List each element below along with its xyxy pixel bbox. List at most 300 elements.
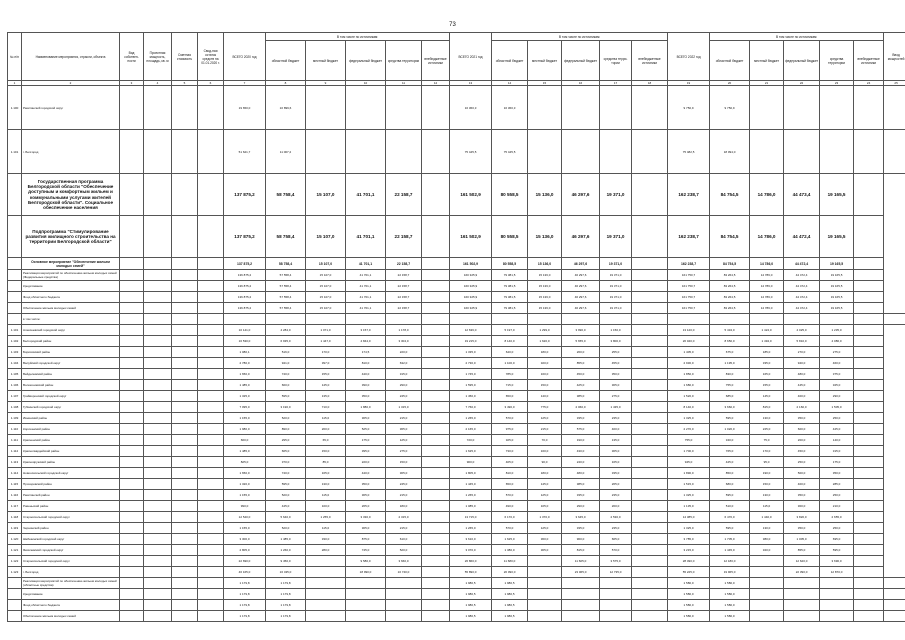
value-cell: 255,0	[600, 347, 632, 358]
value-cell	[422, 314, 450, 325]
value-cell: 1 980,5	[450, 600, 492, 611]
value-cell: 516,0	[266, 347, 306, 358]
value-cell: 1 265,0	[450, 490, 492, 501]
value-cell	[632, 380, 668, 391]
value-cell: 9 580,0	[346, 556, 386, 567]
value-cell: 265,0	[600, 479, 632, 490]
value-cell	[854, 545, 884, 556]
value-cell	[854, 314, 884, 325]
value-cell: 855,0	[562, 358, 600, 369]
value-cell: 425,0	[710, 457, 750, 468]
value-cell: 57 558,4	[266, 303, 306, 314]
value-cell	[172, 490, 198, 501]
value-cell	[884, 314, 905, 325]
value-cell	[784, 130, 820, 174]
value-cell	[422, 391, 450, 402]
value-cell	[120, 358, 144, 369]
value-cell: 890,0	[266, 424, 306, 435]
value-cell	[854, 600, 884, 611]
value-cell: 125,0	[528, 413, 562, 424]
value-cell	[198, 424, 224, 435]
table-row	[8, 281, 905, 292]
row-name-cell: Основное мероприятие "Обеспечение жильем молодых семей"	[22, 258, 120, 270]
value-cell	[854, 380, 884, 391]
value-cell	[600, 86, 632, 130]
value-cell	[198, 347, 224, 358]
value-cell: 325,0	[492, 435, 528, 446]
value-cell: 55 890,0	[450, 567, 492, 578]
header-col18: внебюджетные источники	[632, 41, 668, 81]
value-cell: 1 705,0	[710, 534, 750, 545]
value-cell: 51 621,7	[224, 130, 266, 174]
value-cell: 150,0	[528, 380, 562, 391]
table-row	[8, 413, 905, 424]
value-cell	[750, 578, 784, 589]
value-cell	[820, 589, 854, 600]
value-cell	[422, 523, 450, 534]
value-cell	[750, 130, 784, 174]
value-cell	[632, 270, 668, 281]
value-cell	[198, 216, 224, 258]
value-cell: 1 450,0	[450, 391, 492, 402]
table-row	[8, 325, 905, 336]
value-cell: 370,0	[266, 457, 306, 468]
value-cell	[172, 325, 198, 336]
value-cell: 405,0	[492, 457, 528, 468]
value-cell	[854, 523, 884, 534]
value-cell: 14 786,0	[750, 216, 784, 258]
value-cell	[198, 611, 224, 622]
row-name-cell: Новооскольский городской округ	[22, 468, 120, 479]
value-cell: 215,0	[386, 490, 422, 501]
value-cell: 75 482,5	[668, 130, 710, 174]
value-cell: 2 730,0	[450, 358, 492, 369]
value-cell: 22 158,7	[386, 292, 422, 303]
value-cell: 57 558,4	[266, 281, 306, 292]
value-cell	[120, 534, 144, 545]
table-body	[8, 81, 905, 622]
value-cell: 520,0	[266, 413, 306, 424]
value-cell	[632, 479, 668, 490]
value-cell	[854, 534, 884, 545]
table-row	[8, 292, 905, 303]
header-col16: федеральный бюджет	[562, 41, 600, 81]
row-number-cell: 1.118	[8, 512, 22, 523]
value-cell	[172, 457, 198, 468]
value-cell: 1 980,0	[224, 424, 266, 435]
value-cell: 1 195,0	[710, 358, 750, 369]
value-cell: 215,0	[386, 523, 422, 534]
value-cell	[144, 347, 172, 358]
value-cell: 1 980,5	[492, 611, 528, 622]
value-cell: 162 238,7	[668, 174, 710, 216]
value-cell: 290,0	[820, 391, 854, 402]
table-row	[8, 578, 905, 589]
value-cell	[224, 314, 266, 325]
column-number: 6	[198, 81, 224, 86]
value-cell: 220,0	[386, 347, 422, 358]
row-name-cell: Старооскольский городской округ	[22, 556, 120, 567]
value-cell	[144, 413, 172, 424]
value-cell: 290,0	[562, 501, 600, 512]
value-cell: 825,0	[224, 457, 266, 468]
value-cell: 810,0	[346, 358, 386, 369]
table-row	[8, 611, 905, 622]
value-cell	[668, 314, 710, 325]
value-cell: 785,0	[492, 369, 528, 380]
header-group2: В том числе по источникам:	[492, 33, 668, 41]
value-cell	[422, 534, 450, 545]
value-cell: 425,0	[562, 380, 600, 391]
value-cell: 1 580,0	[668, 578, 710, 589]
value-cell: 160,0	[528, 369, 562, 380]
row-name-cell: Борисовский район	[22, 347, 120, 358]
value-cell: 1 320,0	[224, 479, 266, 490]
value-cell: 3 215,0	[668, 545, 710, 556]
value-cell: 260,0	[562, 347, 600, 358]
value-cell: 19 371,0	[600, 270, 632, 281]
value-cell: 160 325,9	[450, 281, 492, 292]
value-cell: 136 875,2	[224, 303, 266, 314]
value-cell	[198, 292, 224, 303]
value-cell: 180,0	[528, 468, 562, 479]
value-cell	[120, 325, 144, 336]
value-cell	[632, 490, 668, 501]
value-cell: 65,0	[306, 435, 346, 446]
value-cell: 14 786,0	[750, 270, 784, 281]
value-cell	[144, 490, 172, 501]
value-cell: 265,0	[346, 501, 386, 512]
value-cell	[198, 556, 224, 567]
value-cell: 41 701,1	[346, 174, 386, 216]
table-row	[8, 424, 905, 435]
value-cell	[562, 86, 600, 130]
value-cell	[144, 216, 172, 258]
value-cell: 1 700,0	[668, 446, 710, 457]
value-cell	[346, 600, 386, 611]
value-cell	[632, 534, 668, 545]
value-cell: 75,0	[750, 435, 784, 446]
value-cell	[422, 380, 450, 391]
header-col23: средства территории	[820, 41, 854, 81]
value-cell	[144, 336, 172, 347]
value-cell: 665,0	[266, 446, 306, 457]
value-cell: 330,0	[306, 534, 346, 545]
value-cell	[172, 501, 198, 512]
value-cell: 44 472,4	[784, 281, 820, 292]
value-cell: 430,0	[562, 446, 600, 457]
value-cell: 58 758,4	[266, 174, 306, 216]
value-cell: 26 860,0	[450, 556, 492, 567]
value-cell	[144, 600, 172, 611]
value-cell: 940,0	[784, 358, 820, 369]
value-cell: 2 165,0	[450, 424, 492, 435]
header-col4: Проектная мощность, площадь, кв. м	[144, 33, 172, 81]
value-cell: 440,0	[346, 369, 386, 380]
value-cell	[172, 435, 198, 446]
value-cell: 960,0	[562, 534, 600, 545]
value-cell	[120, 380, 144, 391]
row-name-cell: Губкинский городской округ	[22, 402, 120, 413]
value-cell: 375,0	[820, 369, 854, 380]
value-cell	[198, 325, 224, 336]
value-cell	[854, 457, 884, 468]
table-row	[8, 435, 905, 446]
value-cell	[306, 314, 346, 325]
value-cell	[120, 512, 144, 523]
value-cell	[144, 545, 172, 556]
value-cell: 730,0	[492, 446, 528, 457]
value-cell	[198, 578, 224, 589]
value-cell: 1 179,8	[224, 589, 266, 600]
value-cell	[306, 611, 346, 622]
row-number-cell	[8, 589, 22, 600]
value-cell	[144, 130, 172, 174]
value-cell	[172, 545, 198, 556]
value-cell: 46 297,6	[562, 292, 600, 303]
table-row	[8, 556, 905, 567]
value-cell	[144, 446, 172, 457]
value-cell: 1 980,5	[492, 600, 528, 611]
value-cell: 385,0	[562, 391, 600, 402]
value-cell: 83 264,5	[710, 281, 750, 292]
value-cell	[854, 567, 884, 578]
value-cell: 3 575,0	[600, 556, 632, 567]
row-number-cell	[8, 303, 22, 314]
row-name-cell: Реализация мероприятий по обеспечению жильем молодых семей (областные средства)	[22, 578, 120, 589]
value-cell: 18 990,0	[346, 567, 386, 578]
value-cell: 3 330,0	[346, 512, 386, 523]
value-cell: 22 158,7	[386, 270, 422, 281]
value-cell: 745,0	[346, 545, 386, 556]
value-cell	[632, 358, 668, 369]
value-cell	[632, 314, 668, 325]
value-cell	[198, 391, 224, 402]
value-cell: 41 701,1	[346, 281, 386, 292]
value-cell: 9 750,9	[710, 86, 750, 130]
column-number: 8	[266, 81, 306, 86]
value-cell: 1 179,8	[266, 578, 306, 589]
value-cell	[144, 314, 172, 325]
header-col20: областной бюджет	[710, 41, 750, 81]
table-row	[8, 336, 905, 347]
value-cell	[632, 216, 668, 258]
table-row	[8, 589, 905, 600]
value-cell	[172, 413, 198, 424]
value-cell: 1 255,0	[306, 512, 346, 523]
row-name-cell: Обеспечение жильем молодых семей	[22, 611, 120, 622]
column-number: 9	[306, 81, 346, 86]
value-cell	[198, 600, 224, 611]
table-row	[8, 468, 905, 479]
value-cell: 174,5	[346, 347, 386, 358]
value-cell: 340,0	[710, 435, 750, 446]
header-col15: местный бюджет	[528, 41, 562, 81]
value-cell: 79 381,5	[492, 281, 528, 292]
value-cell	[144, 534, 172, 545]
table-row	[8, 391, 905, 402]
value-cell: 1 520,0	[668, 391, 710, 402]
value-cell: 685,0	[710, 391, 750, 402]
value-cell: 350,0	[346, 479, 386, 490]
value-cell: 12 540,0	[224, 512, 266, 523]
value-cell	[144, 369, 172, 380]
header-col7: ВСЕГО 2020 год	[224, 33, 266, 81]
value-cell	[120, 402, 144, 413]
value-cell: 1 650,0	[224, 468, 266, 479]
value-cell	[172, 512, 198, 523]
value-cell: 850,0	[710, 468, 750, 479]
table-row	[8, 457, 905, 468]
value-cell: 130,0	[306, 479, 346, 490]
value-cell	[144, 325, 172, 336]
value-cell	[198, 270, 224, 281]
value-cell	[422, 303, 450, 314]
value-cell: 140,0	[820, 435, 854, 446]
value-cell: 145,0	[306, 380, 346, 391]
value-cell: 570,0	[600, 545, 632, 556]
value-cell: 450,0	[562, 369, 600, 380]
value-cell: 14 786,0	[750, 174, 784, 216]
value-cell: 245,0	[386, 479, 422, 490]
value-cell	[422, 347, 450, 358]
value-cell: 1 625,0	[450, 446, 492, 457]
value-cell: 16 360,3	[450, 86, 492, 130]
value-cell: 44 472,4	[784, 216, 820, 258]
value-cell: 19 371,0	[600, 174, 632, 216]
value-cell	[120, 468, 144, 479]
value-cell: 57 558,4	[266, 292, 306, 303]
table-row	[8, 174, 905, 216]
row-name-cell: Фонд областного бюджета	[22, 292, 120, 303]
value-cell	[120, 611, 144, 622]
value-cell: 1 135,0	[668, 501, 710, 512]
row-name-cell: Кредитование	[22, 589, 120, 600]
value-cell	[632, 86, 668, 130]
value-cell	[172, 578, 198, 589]
value-cell: 275,0	[600, 391, 632, 402]
value-cell: 83 264,5	[710, 270, 750, 281]
value-cell: 3 645,0	[562, 512, 600, 523]
value-cell: 175,0	[820, 457, 854, 468]
value-cell: 15 107,0	[306, 281, 346, 292]
value-cell	[198, 468, 224, 479]
value-cell	[172, 258, 198, 270]
value-cell	[172, 347, 198, 358]
value-cell	[884, 600, 905, 611]
value-cell: 160 325,9	[450, 270, 492, 281]
value-cell	[422, 336, 450, 347]
value-cell	[198, 303, 224, 314]
value-cell	[750, 314, 784, 325]
value-cell	[632, 402, 668, 413]
value-cell: 1 155,0	[224, 413, 266, 424]
value-cell: 325,0	[820, 380, 854, 391]
column-number: 7	[224, 81, 266, 86]
row-name-cell: Прохоровский район	[22, 479, 120, 490]
value-cell: 137 875,2	[224, 174, 266, 216]
row-number-cell	[8, 611, 22, 622]
value-cell	[144, 512, 172, 523]
value-cell	[562, 600, 600, 611]
value-cell	[820, 578, 854, 589]
value-cell	[600, 578, 632, 589]
table-row	[8, 130, 905, 174]
row-number-cell	[8, 292, 22, 303]
row-number-cell: 1.100	[8, 86, 22, 130]
row-number-cell	[8, 216, 22, 258]
value-cell: 1 260,0	[266, 545, 306, 556]
value-cell: 200,0	[306, 424, 346, 435]
value-cell	[306, 567, 346, 578]
value-cell	[854, 479, 884, 490]
table-row	[8, 347, 905, 358]
value-cell: 595,0	[710, 490, 750, 501]
value-cell: 9 750,9	[668, 86, 710, 130]
value-cell: 1 445,0	[450, 479, 492, 490]
value-cell	[632, 545, 668, 556]
value-cell	[422, 281, 450, 292]
value-cell: 1 515,0	[668, 479, 710, 490]
value-cell: 160,0	[528, 446, 562, 457]
header-col11: средства территории	[386, 41, 422, 81]
value-cell: 900,0	[450, 457, 492, 468]
value-cell: 28 490,0	[668, 556, 710, 567]
value-cell: 22 158,7	[386, 258, 422, 270]
value-cell: 570,0	[492, 490, 528, 501]
page-number: 73	[449, 22, 456, 28]
value-cell: 2 270,0	[668, 424, 710, 435]
value-cell: 595,0	[820, 545, 854, 556]
row-name-cell: Шебекинский городской округ	[22, 534, 120, 545]
value-cell	[386, 611, 422, 622]
value-cell	[198, 589, 224, 600]
value-cell	[172, 369, 198, 380]
value-cell: 250,0	[820, 413, 854, 424]
value-cell	[172, 216, 198, 258]
value-cell	[422, 490, 450, 501]
value-cell: 720,0	[450, 435, 492, 446]
value-cell: 235,0	[600, 523, 632, 534]
value-cell	[562, 578, 600, 589]
value-cell: 250,0	[820, 523, 854, 534]
value-cell	[784, 578, 820, 589]
value-cell	[172, 303, 198, 314]
value-cell: 12 620,0	[784, 556, 820, 567]
value-cell	[750, 600, 784, 611]
value-cell	[120, 270, 144, 281]
value-cell	[172, 589, 198, 600]
header-col2: Наименование мероприятия, отрасли, объекта	[22, 33, 120, 81]
value-cell	[632, 468, 668, 479]
header-col1: № п/п	[8, 33, 22, 81]
value-cell	[144, 258, 172, 270]
value-cell: 235,0	[600, 490, 632, 501]
value-cell: 18 094,0	[710, 130, 750, 174]
row-number-cell: 1.113	[8, 457, 22, 468]
value-cell: 46 297,6	[562, 281, 600, 292]
value-cell: 680,0	[710, 479, 750, 490]
value-cell: 19 165,5	[820, 216, 854, 258]
value-cell	[198, 501, 224, 512]
value-cell: 135,0	[306, 391, 346, 402]
row-name-cell: Ивнянский район	[22, 413, 120, 424]
row-number-cell: 1.103	[8, 347, 22, 358]
value-cell	[198, 567, 224, 578]
table-row	[8, 501, 905, 512]
table-row	[8, 270, 905, 281]
value-cell: 280,0	[306, 545, 346, 556]
